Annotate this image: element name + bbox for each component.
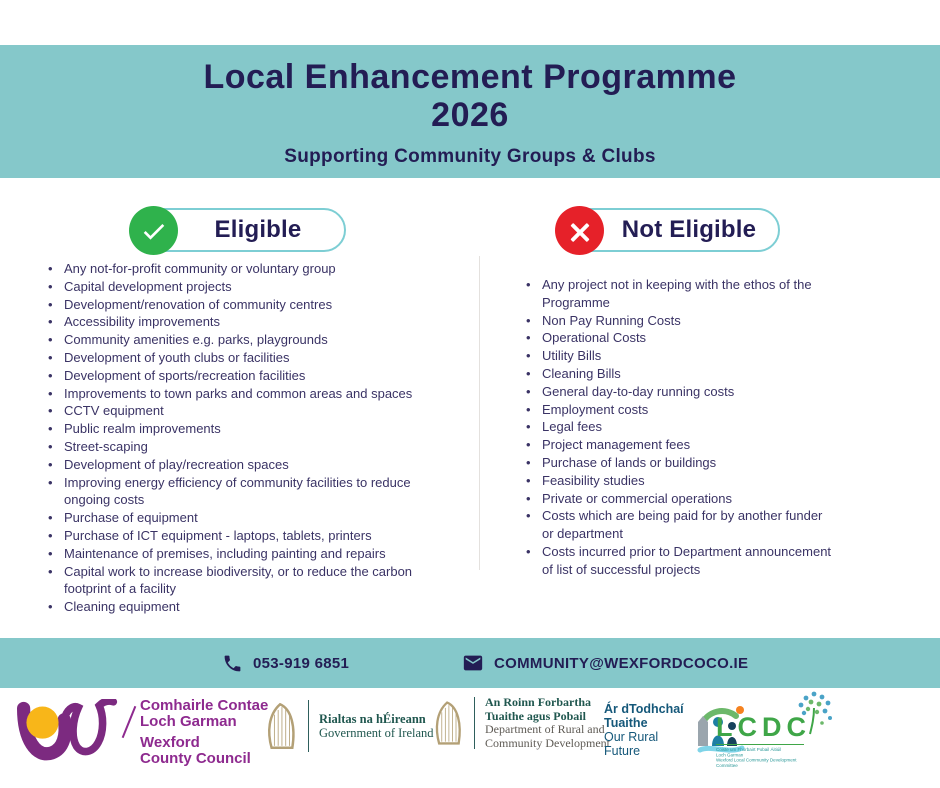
list-item: • Non Pay Running Costs bbox=[524, 312, 836, 330]
list-item: • Private or commercial operations bbox=[524, 490, 836, 508]
orf-english-line2: Future bbox=[604, 744, 641, 758]
dept-irish-line2: Tuaithe agus Pobail bbox=[485, 708, 586, 723]
list-item: • Any project not in keeping with the ethos of the Programme bbox=[524, 276, 836, 312]
lcdc-logo bbox=[716, 696, 836, 776]
lcdc-sub-line1: Coiste um Fhorbairt Pobail Áitiúil bbox=[716, 747, 782, 752]
list-item: • Legal fees bbox=[524, 418, 836, 436]
gov-logo-text bbox=[319, 712, 434, 740]
list-item: • Improvements to town parks and common areas and spaces bbox=[46, 385, 448, 403]
eligible-label: Eligible bbox=[214, 216, 302, 243]
list-item: • Costs incurred prior to Department announcement of list of successful projects bbox=[524, 543, 836, 579]
harp-icon bbox=[432, 699, 464, 747]
list-item: • Improving energy efficiency of community facilities to reduce ongoing costs bbox=[46, 474, 448, 510]
phone-icon bbox=[222, 653, 243, 674]
list-item: • Maintenance of premises, including painting and repairs bbox=[46, 545, 448, 563]
orf-logo-text bbox=[604, 702, 684, 758]
wexford-wave-icon bbox=[14, 699, 122, 767]
eligible-list bbox=[46, 260, 466, 616]
list-item: • Development/renovation of community centres bbox=[46, 296, 448, 314]
lcdc-sub-line3: Wexford Local Community Development bbox=[716, 757, 797, 763]
lcdc-acronym: LCDC bbox=[716, 712, 811, 742]
wexford-english-line1: Wexford bbox=[140, 734, 200, 751]
email-address: COMMUNITY@WEXFORDCOCO.IE bbox=[494, 654, 749, 672]
check-icon bbox=[129, 206, 178, 255]
eligible-badge bbox=[130, 208, 346, 252]
orf-irish-line2: Tuaithe bbox=[604, 716, 648, 730]
dept-separator bbox=[474, 697, 475, 749]
dept-irish-line1: An Roinn Forbartha bbox=[485, 695, 592, 709]
list-item: • Accessibility improvements bbox=[46, 313, 448, 331]
gov-irish: Rialtas na hÉireann bbox=[319, 712, 426, 726]
list-item: • Public realm improvements bbox=[46, 420, 448, 438]
orf-english-line1: Our Rural bbox=[604, 730, 659, 744]
list-item: • Development of play/recreation spaces bbox=[46, 456, 448, 474]
government-of-ireland-logo bbox=[264, 700, 434, 752]
list-item: • Community amenities e.g. parks, playgrounds bbox=[46, 331, 448, 349]
gov-english: Government of Ireland bbox=[319, 726, 434, 740]
department-rural-community-logo bbox=[432, 696, 610, 750]
list-item: • Cleaning equipment bbox=[46, 598, 448, 616]
column-divider bbox=[479, 256, 480, 570]
page-subtitle: Supporting Community Groups & Clubs bbox=[284, 146, 656, 167]
list-item: • Purchase of equipment bbox=[46, 509, 448, 527]
list-item: • Costs which are being paid for by another funder or department bbox=[524, 507, 836, 543]
wexford-irish-line2: Loch Garman bbox=[140, 713, 237, 730]
lcdc-subtext bbox=[716, 747, 811, 768]
list-item: • Operational Costs bbox=[524, 329, 836, 347]
list-item: • Cleaning Bills bbox=[524, 365, 836, 383]
list-item: • Purchase of ICT equipment - laptops, tablets, printers bbox=[46, 527, 448, 545]
logo-strip bbox=[0, 688, 940, 788]
gov-separator bbox=[308, 700, 309, 752]
not-eligible-badge bbox=[556, 208, 780, 252]
dept-english-line2: Community Development bbox=[485, 735, 610, 750]
list-item: • Purchase of lands or buildings bbox=[524, 454, 836, 472]
lcdc-sub-line4: Committee bbox=[716, 762, 738, 768]
wexford-slash-divider bbox=[122, 705, 137, 737]
lcdc-sub-line2: Loch Garman bbox=[716, 752, 744, 758]
list-item: • Feasibility studies bbox=[524, 472, 836, 490]
list-item: • Development of sports/recreation facilities bbox=[46, 367, 448, 385]
page-title bbox=[0, 58, 940, 134]
x-icon bbox=[555, 206, 604, 255]
list-item: • CCTV equipment bbox=[46, 402, 448, 420]
list-item: • Project management fees bbox=[524, 436, 836, 454]
list-item: • Development of youth clubs or facilities bbox=[46, 349, 448, 367]
list-item: • Any not-for-profit community or voluntary group bbox=[46, 260, 448, 278]
not-eligible-list bbox=[524, 276, 840, 579]
list-item: • Employment costs bbox=[524, 401, 836, 419]
mail-icon bbox=[462, 652, 484, 674]
dept-english-line1: Department of Rural and bbox=[485, 722, 605, 736]
wexford-irish-line1: Comhairle Contae bbox=[140, 697, 269, 714]
page-title-line2: 2026 bbox=[431, 96, 509, 134]
list-item: • Capital work to increase biodiversity, or to reduce the carbon footprint of a facility bbox=[46, 563, 448, 599]
wexford-county-council-logo bbox=[14, 698, 268, 767]
orf-irish-line1: Ár dTodhchaí bbox=[604, 702, 684, 716]
list-item: • Street-scaping bbox=[46, 438, 448, 456]
not-eligible-label: Not Eligible bbox=[621, 216, 757, 243]
list-item: • Utility Bills bbox=[524, 347, 836, 365]
lcdc-rule bbox=[716, 744, 804, 745]
email-contact bbox=[462, 638, 748, 688]
wexford-english-line2: County Council bbox=[140, 750, 251, 767]
list-item: • Capital development projects bbox=[46, 278, 448, 296]
page-title-line1: Local Enhancement Programme bbox=[203, 58, 737, 96]
contact-bar bbox=[0, 638, 940, 688]
phone-number: 053-919 6851 bbox=[253, 654, 350, 672]
header-band bbox=[0, 45, 940, 178]
harp-icon bbox=[264, 701, 298, 751]
list-item: • General day-to-day running costs bbox=[524, 383, 836, 401]
dept-logo-text bbox=[485, 696, 610, 750]
phone-contact bbox=[222, 638, 349, 688]
wexford-logo-text bbox=[140, 698, 268, 767]
